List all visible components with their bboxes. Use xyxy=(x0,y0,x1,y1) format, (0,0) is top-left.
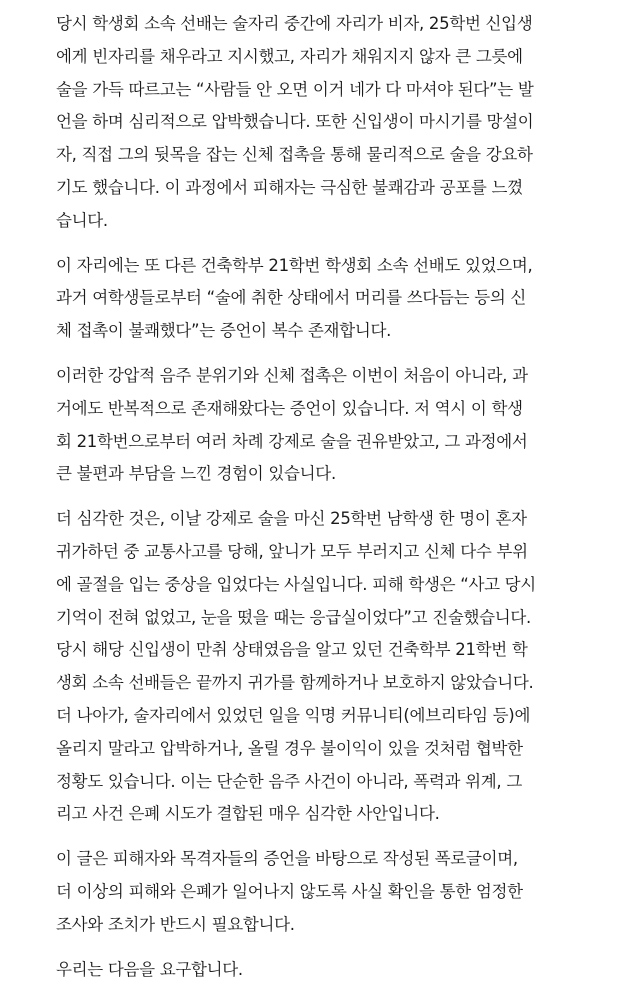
paragraph-1 xyxy=(56,8,604,238)
document-body xyxy=(56,8,604,998)
text-line: 이 자리에는 또 다른 건축학부 21학번 학생회 소속 선배도 있었으며, xyxy=(56,255,533,275)
text-line: 자, 직접 그의 뒷목을 잡는 신체 접촉을 통해 물리적으로 술을 강요하 xyxy=(56,145,533,165)
paragraph-2 xyxy=(56,250,604,348)
text-line: 우리는 다음을 요구합니다. xyxy=(56,959,243,979)
paragraph-5 xyxy=(56,843,604,941)
text-line: 술을 가득 따르고는 “사람들 안 오면 이거 네가 다 마셔야 된다”는 발 xyxy=(56,79,534,99)
text-line: 에 골절을 입는 중상을 입었다는 사실입니다. 피해 학생은 “사고 당시 xyxy=(56,574,536,594)
text-line: 체 접촉이 불쾌했다”는 증언이 복수 존재합니다. xyxy=(56,321,392,341)
text-line: 더 심각한 것은, 이날 강제로 술을 마신 25학번 남학생 한 명이 혼자 xyxy=(56,509,527,529)
paragraph-4 xyxy=(56,503,604,831)
text-line: 조사와 조치가 반드시 필요합니다. xyxy=(56,914,295,934)
text-line: 큰 불편과 부담을 느낀 경험이 있습니다. xyxy=(56,464,336,484)
text-line: 귀가하던 중 교통사고를 당해, 앞니가 모두 부러지고 신체 다수 부위 xyxy=(56,541,528,561)
paragraph-3 xyxy=(56,360,604,491)
paragraph-6 xyxy=(56,954,604,987)
text-line: 기도 했습니다. 이 과정에서 피해자는 극심한 불쾌감과 공포를 느꼈 xyxy=(56,177,523,197)
text-line: 당시 학생회 소속 선배는 술자리 중간에 자리가 비자, 25학번 신입생 xyxy=(56,14,533,33)
text-line: 생회 소속 선배들은 끝까지 귀가를 함께하거나 보호하지 않았습니다. xyxy=(56,673,534,693)
text-line: 더 이상의 피해와 은폐가 일어나지 않도록 사실 확인을 통한 엄정한 xyxy=(56,881,523,901)
text-line: 거에도 반복적으로 존재해왔다는 증언이 있습니다. 저 역시 이 학생 xyxy=(56,398,523,418)
text-line: 이러한 강압적 음주 분위기와 신체 접촉은 이번이 처음이 아니라, 과 xyxy=(56,365,528,385)
text-line: 올리지 말라고 압박하거나, 올릴 경우 불이익이 있을 것처럼 협박한 xyxy=(56,738,523,758)
text-line: 정황도 있습니다. 이는 단순한 음주 사건이 아니라, 폭력과 위계, 그 xyxy=(56,771,522,791)
text-line: 더 나아가, 술자리에서 있었던 일을 익명 커뮤니티(에브리타임 등)에 xyxy=(56,705,531,725)
text-line: 언을 하며 심리적으로 압박했습니다. 또한 신입생이 마시기를 망설이 xyxy=(56,112,534,132)
text-line: 리고 사건 은폐 시도가 결합된 매우 심각한 사안입니다. xyxy=(56,804,440,824)
text-line: 이 글은 피해자와 목격자들의 증언을 바탕으로 작성된 폭로글이며, xyxy=(56,849,518,869)
text-line: 회 21학번으로부터 여러 차례 강제로 술을 권유받았고, 그 과정에서 xyxy=(56,431,528,451)
text-line: 기억이 전혀 없었고, 눈을 떴을 때는 응급실이었다”고 진술했습니다. xyxy=(56,607,532,627)
text-line: 에게 빈자리를 채우라고 지시했고, 자리가 채워지지 않자 큰 그릇에 xyxy=(56,46,523,66)
text-line: 당시 해당 신입생이 만취 상태였음을 알고 있던 건축학부 21학번 학 xyxy=(56,640,528,660)
text-line: 습니다. xyxy=(56,210,108,230)
text-line: 과거 여학생들로부터 “술에 취한 상태에서 머리를 쓰다듬는 등의 신 xyxy=(56,288,527,308)
